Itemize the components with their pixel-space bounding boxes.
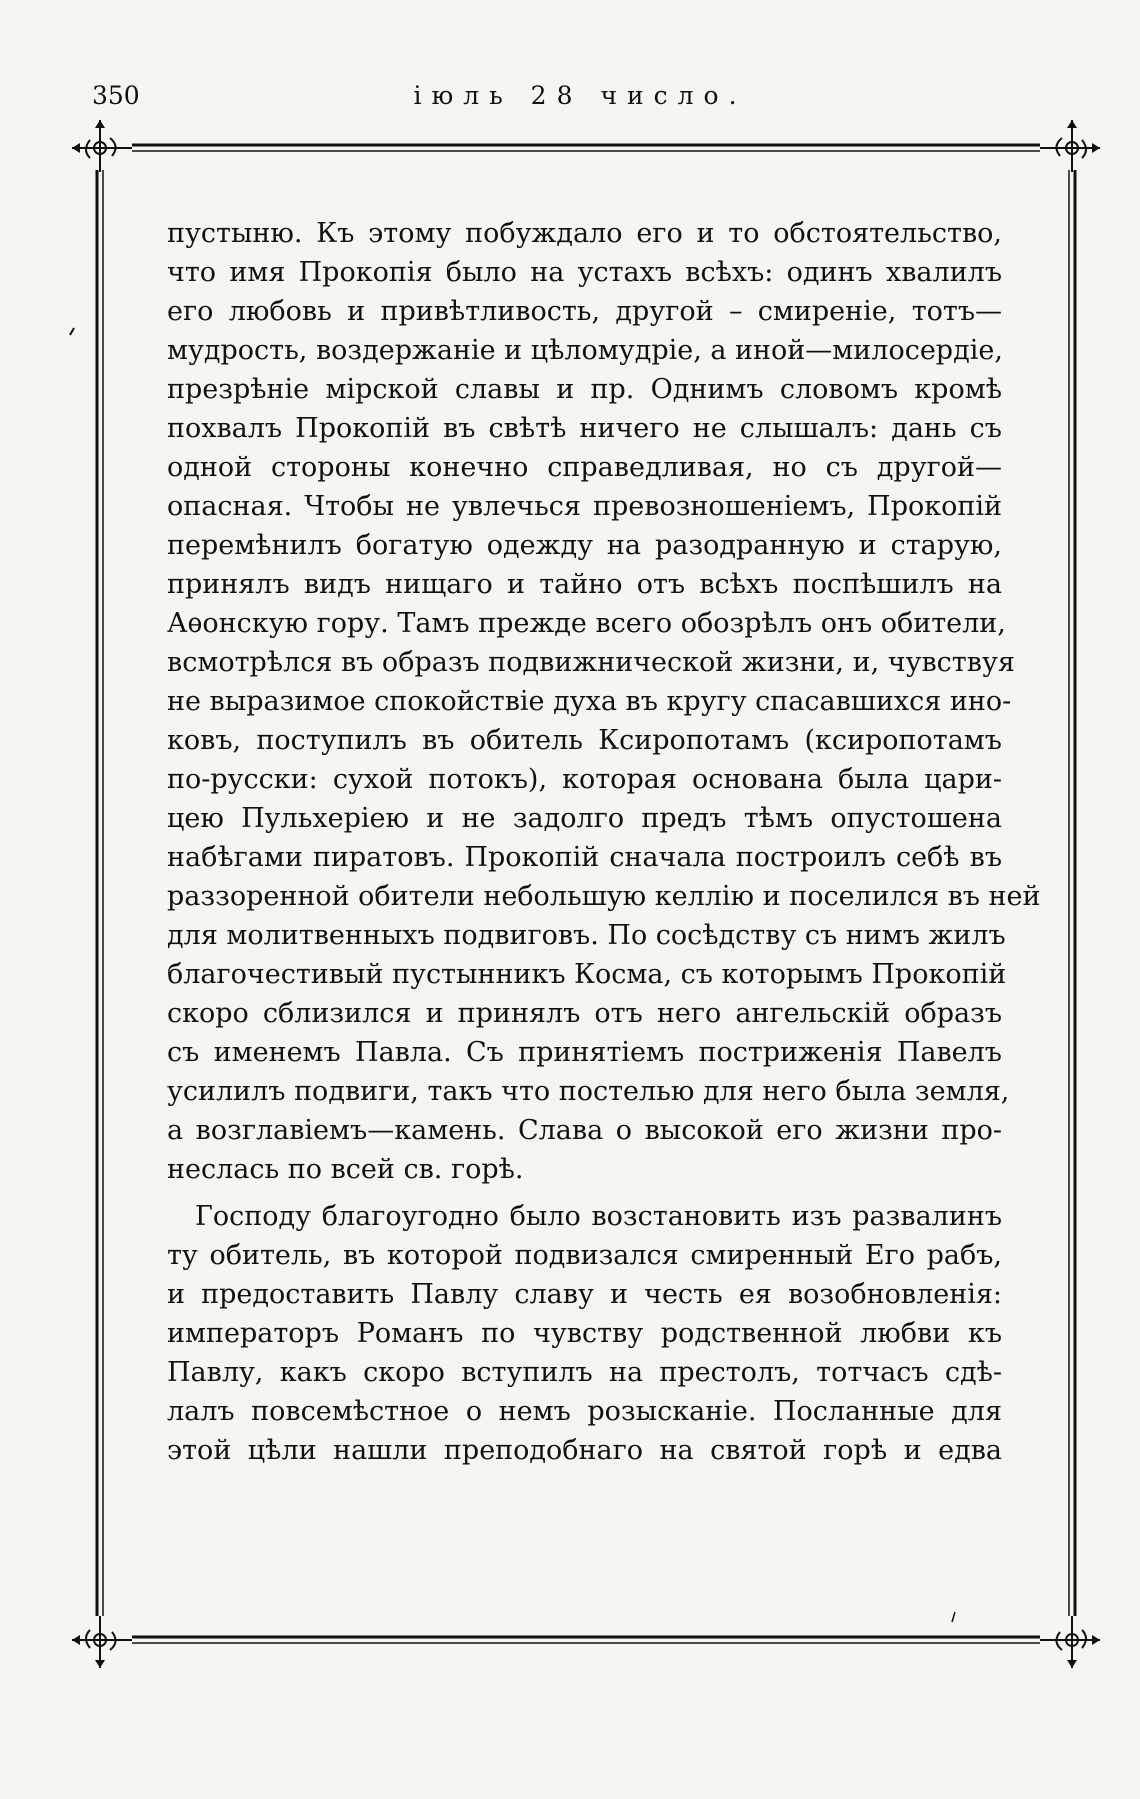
text-line: не выразимое спокойствіе духа въ кругу спасавшихся ино-: [167, 686, 1012, 717]
paragraph-gap: [167, 1189, 1002, 1197]
text-line: одной стороны конечно справедливая, но съ другой—: [167, 452, 1002, 483]
margin-mark-bottom: [952, 1612, 955, 1622]
text-line: мудрость, воздержаніе и цѣломудріе, а иной—милосердіе,: [167, 335, 1003, 366]
page-body: [167, 214, 1041, 1584]
text-line: этой цѣли нашли преподобнаго на святой горѣ и едва: [167, 1435, 1002, 1466]
text-line: лалъ повсемѣстное о немъ розысканіе. Посланные для: [167, 1396, 1002, 1427]
text-line: благочестивый пустынникъ Косма, съ которымъ Прокопій: [167, 959, 1007, 990]
text-line: по-русски: сухой потокъ), которая основана была цари-: [167, 764, 1002, 795]
corner-ornament-top-right: [1040, 120, 1100, 172]
text-line: набѣгами пиратовъ. Прокопій сначала построилъ себѣ въ: [167, 842, 1002, 873]
text-line: усилилъ подвиги, такъ что постелью для него была земля,: [167, 1076, 1010, 1107]
text-line: Господу благоугодно было возстановить изъ развалинъ: [195, 1201, 1002, 1232]
corner-ornament-top-left: [72, 120, 132, 172]
text-line: раззоренной обители небольшую келлію и поселился въ ней: [167, 881, 1041, 912]
text-line: его любовь и привѣтливость, другой – смиреніе, тотъ—: [167, 296, 1002, 327]
text-line: всмотрѣлся въ образъ подвижнической жизни, и, чувствуя: [167, 647, 1015, 678]
text-line: что имя Прокопія было на устахъ всѣхъ: одинъ хвалилъ: [167, 257, 1002, 288]
text-line: скоро сблизился и принялъ отъ него ангельскій образъ: [167, 998, 1002, 1029]
page-number: 350: [92, 81, 140, 110]
text-line: перемѣнилъ богатую одежду на разодранную и старую,: [167, 530, 1002, 561]
margin-mark-left: [70, 328, 74, 335]
text-line: принялъ видъ нищаго и тайно отъ всѣхъ поспѣшилъ на: [167, 569, 1002, 600]
text-line: цею Пульхеріею и не задолго предъ тѣмъ опустошена: [167, 803, 1002, 834]
text-line: опасная. Чтобы не увлечься превозношеніемъ, Прокопій: [167, 491, 1002, 522]
text-line: и предоставить Павлу славу и честь ея возобновленія:: [167, 1279, 1002, 1310]
page-header: [0, 78, 1140, 120]
running-title: іюль 28 число.: [413, 81, 747, 110]
corner-ornament-bottom-right: [1040, 1616, 1100, 1668]
text-line: презрѣніе мірской славы и пр. Однимъ словомъ кромѣ: [167, 374, 1002, 405]
text-line: императоръ Романъ по чувству родственной любви къ: [167, 1318, 1002, 1349]
text-line: а возглавіемъ—камень. Слава о высокой его жизни про-: [167, 1115, 1002, 1146]
text-line: ту обитель, въ которой подвизался смиренный Его рабъ,: [167, 1240, 1002, 1271]
text-line: похвалъ Прокопій въ свѣтѣ ничего не слышалъ: дань съ: [167, 413, 1002, 444]
text-line: пустыню. Къ этому побуждало его и то обстоятельство,: [167, 218, 1002, 249]
text-line: съ именемъ Павла. Съ принятіемъ постриженія Павелъ: [167, 1037, 1002, 1068]
text-line: для молитвенныхъ подвиговъ. По сосѣдству съ нимъ жилъ: [167, 920, 1006, 951]
paragraph-1: [167, 214, 1041, 1189]
text-line: ковъ, поступилъ въ обитель Ксиропотамъ (ксиропотамъ: [167, 725, 1002, 756]
text-line: Аѳонскую гору. Тамъ прежде всего обозрѣлъ онъ обители,: [167, 608, 1006, 639]
corner-ornament-bottom-left: [72, 1616, 132, 1668]
text-line: Павлу, какъ скоро вступилъ на престолъ, тотчасъ сдѣ-: [167, 1357, 1002, 1388]
text-line: неслась по всей св. горѣ.: [167, 1154, 524, 1185]
paragraph-2: [167, 1197, 1002, 1470]
